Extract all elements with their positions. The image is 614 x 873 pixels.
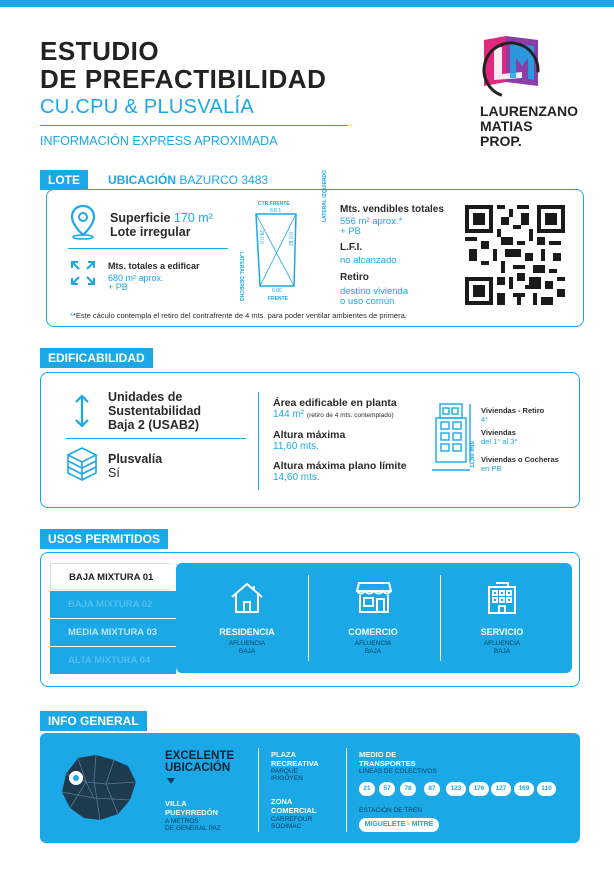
height-arrow-icon: [72, 393, 92, 429]
top-accent-bar: [0, 0, 614, 7]
superficie-row: Superficie 170 m²: [110, 211, 213, 225]
categoria-servicio: SERVICIO: [480, 627, 524, 637]
plusvalia-label: Plusvalía: [108, 452, 163, 466]
colectivo-57: 57: [379, 782, 395, 796]
altura-label: Altura máxima: [273, 429, 346, 441]
servicio-detail1: AFLUENCIA: [483, 640, 521, 647]
altura-plano-value: 14,60 mts.: [273, 472, 320, 483]
retiro-value1: destino vivienda: [340, 286, 409, 297]
usos-tag: USOS PERMITIDOS: [40, 529, 168, 549]
medio-label: MEDIO DE TRANSPORTES: [359, 750, 416, 768]
colectivo-87: 87: [424, 782, 440, 796]
lfi-value: no alcanzado: [340, 255, 397, 266]
residencia-detail2: BAJA: [238, 648, 256, 655]
barrio-sub: A METROS DE GENERAL PAZ: [165, 818, 221, 832]
colectivo-127: 127: [491, 782, 511, 796]
lfi-label: L.F.I.: [340, 242, 363, 253]
tab-baja-mixtura-01[interactable]: BAJA MIXTURA 01: [50, 563, 176, 590]
page-subtitle: CU.CPU & PLUSVALÍA: [40, 96, 254, 118]
page-title-line1: ESTUDIO: [40, 36, 160, 66]
location-pin-icon: [68, 204, 98, 240]
residencia-detail1: AFLUENCIA: [228, 640, 266, 647]
lote-divider: [68, 248, 228, 249]
leyenda-2: Viviendas del 1° al 3°: [481, 428, 518, 446]
categoria-comercio: COMERCIO: [348, 627, 398, 637]
area-label: Área edificable en planta: [273, 397, 397, 409]
colectivo-123: 123: [446, 782, 466, 796]
info-express-label: INFORMACIÓN EXPRESS APROXIMADA: [40, 134, 278, 148]
info-divider-2: [346, 748, 347, 832]
lote-nota: **Este cáculo contempla el retiro del contrafrente de 4 mts. para poder ventilar ambientes de primera.: [70, 311, 407, 320]
vendibles-value: 556 m² aprox.*: [340, 216, 403, 227]
comercio-detail2: BAJA: [364, 648, 382, 655]
store-icon: [355, 579, 393, 615]
lote-tag: LOTE: [40, 170, 88, 190]
colectivo-176: 176: [469, 782, 489, 796]
plano-top-label: CTR.FRENTE: [258, 201, 290, 207]
vendibles-pb: + PB: [340, 226, 361, 237]
usos-divider-1: [308, 575, 309, 661]
plano-top-value: 6.8 1: [270, 208, 282, 214]
tab-media-mixtura-03[interactable]: MEDIA MIXTURA 03: [50, 619, 176, 646]
tren-label: ESTACIÓN DE TREN: [359, 807, 422, 814]
house-icon: [229, 581, 265, 615]
plano-left-label: LATERAL DERECHO: [238, 252, 244, 302]
area-value-row: 144 m² (retiro de 4 mts. contemplado): [273, 409, 394, 420]
qr-code-icon: [465, 205, 565, 305]
totales-pb: + PB: [108, 282, 128, 292]
plano-right-label: LATERAL IZQUIERDO: [322, 169, 328, 222]
expand-arrows-icon: [70, 260, 96, 286]
city-map-icon: [56, 752, 140, 824]
totales-value: 680 m² aprox.: [108, 273, 164, 283]
zona-label: ZONA COMERCIAL: [271, 797, 317, 815]
excelente-ubicacion: EXCELENTE UBICACIÓN: [165, 750, 235, 774]
brand-logo-icon: [476, 34, 546, 98]
barrio-label: VILLA PUEYRREDÓN: [165, 799, 218, 817]
retiro-value2: o uso común: [340, 296, 395, 307]
colectivo-78: 78: [400, 782, 416, 796]
header-divider: [40, 125, 348, 126]
unidades-label: Unidades de Sustentabilidad Baja 2 (USAB2): [108, 390, 202, 432]
zona-sub: CARREFOUR SODIMAC: [271, 816, 313, 830]
ubicacion-label: UBICACIÓN BAZURCO 3483: [108, 173, 269, 187]
altura-plano-label: Altura máxima plano límite: [273, 460, 407, 472]
colectivos-label: LÍNEAS DE COLECTIVOS: [359, 768, 437, 775]
leyenda-1: Viviendas - Retiro 4°: [481, 406, 545, 424]
lote-tipo: Lote irregular: [110, 225, 191, 239]
colectivo-110: 110: [537, 782, 556, 796]
tab-alta-mixtura-04[interactable]: ALTA MIXTURA 04: [50, 647, 176, 674]
info-divider-1: [258, 748, 259, 832]
layers-cube-icon: [66, 446, 98, 482]
edif-divider-left: [66, 438, 246, 439]
vendibles-label: Mts. vendibles totales: [340, 204, 444, 215]
plaza-sub: PARQUE IRIGOYEN: [271, 768, 303, 782]
plaza-label: PLAZA RECREATIVA: [271, 750, 319, 768]
categoria-residencia: RESIDENCIA: [219, 627, 275, 637]
tren-station: MIGUELETE - MITRE: [359, 818, 439, 832]
edificabilidad-tag: EDIFICABILIDAD: [40, 348, 153, 368]
plusvalia-value: Sí: [108, 466, 120, 480]
office-building-icon: [486, 579, 518, 615]
leyenda-3: Viviendas o Cocheras en PB: [481, 455, 559, 473]
retiro-label: Retiro: [340, 272, 369, 283]
edif-vertical-divider: [258, 392, 259, 490]
brand-name: LAURENZANO MATIAS PROP.: [480, 103, 578, 149]
page-title-line2: DE PREFACTIBILIDAD: [40, 64, 327, 94]
plano-right-value: 28.0 0: [289, 232, 295, 246]
tab-baja-mixtura-02[interactable]: BAJA MIXTURA 02: [50, 591, 176, 618]
chevron-down-icon: [167, 778, 175, 784]
info-general-tag: INFO GENERAL: [40, 711, 147, 731]
altura-value: 11,60 mts.: [273, 441, 319, 452]
plano-bottom-value: 6.00: [272, 288, 282, 294]
usos-divider-2: [440, 575, 441, 661]
colectivo-169: 169: [514, 782, 534, 796]
comercio-detail1: AFLUENCIA: [354, 640, 392, 647]
edificio-altura: 11,60 mts: [470, 440, 476, 468]
plano-bottom-label: FRENTE: [268, 296, 288, 302]
colectivo-21: 21: [359, 782, 375, 796]
servicio-detail2: BAJA: [493, 648, 511, 655]
totales-label: Mts. totales a edificar: [108, 261, 200, 271]
plano-left-value: 28.0 0: [258, 230, 264, 244]
